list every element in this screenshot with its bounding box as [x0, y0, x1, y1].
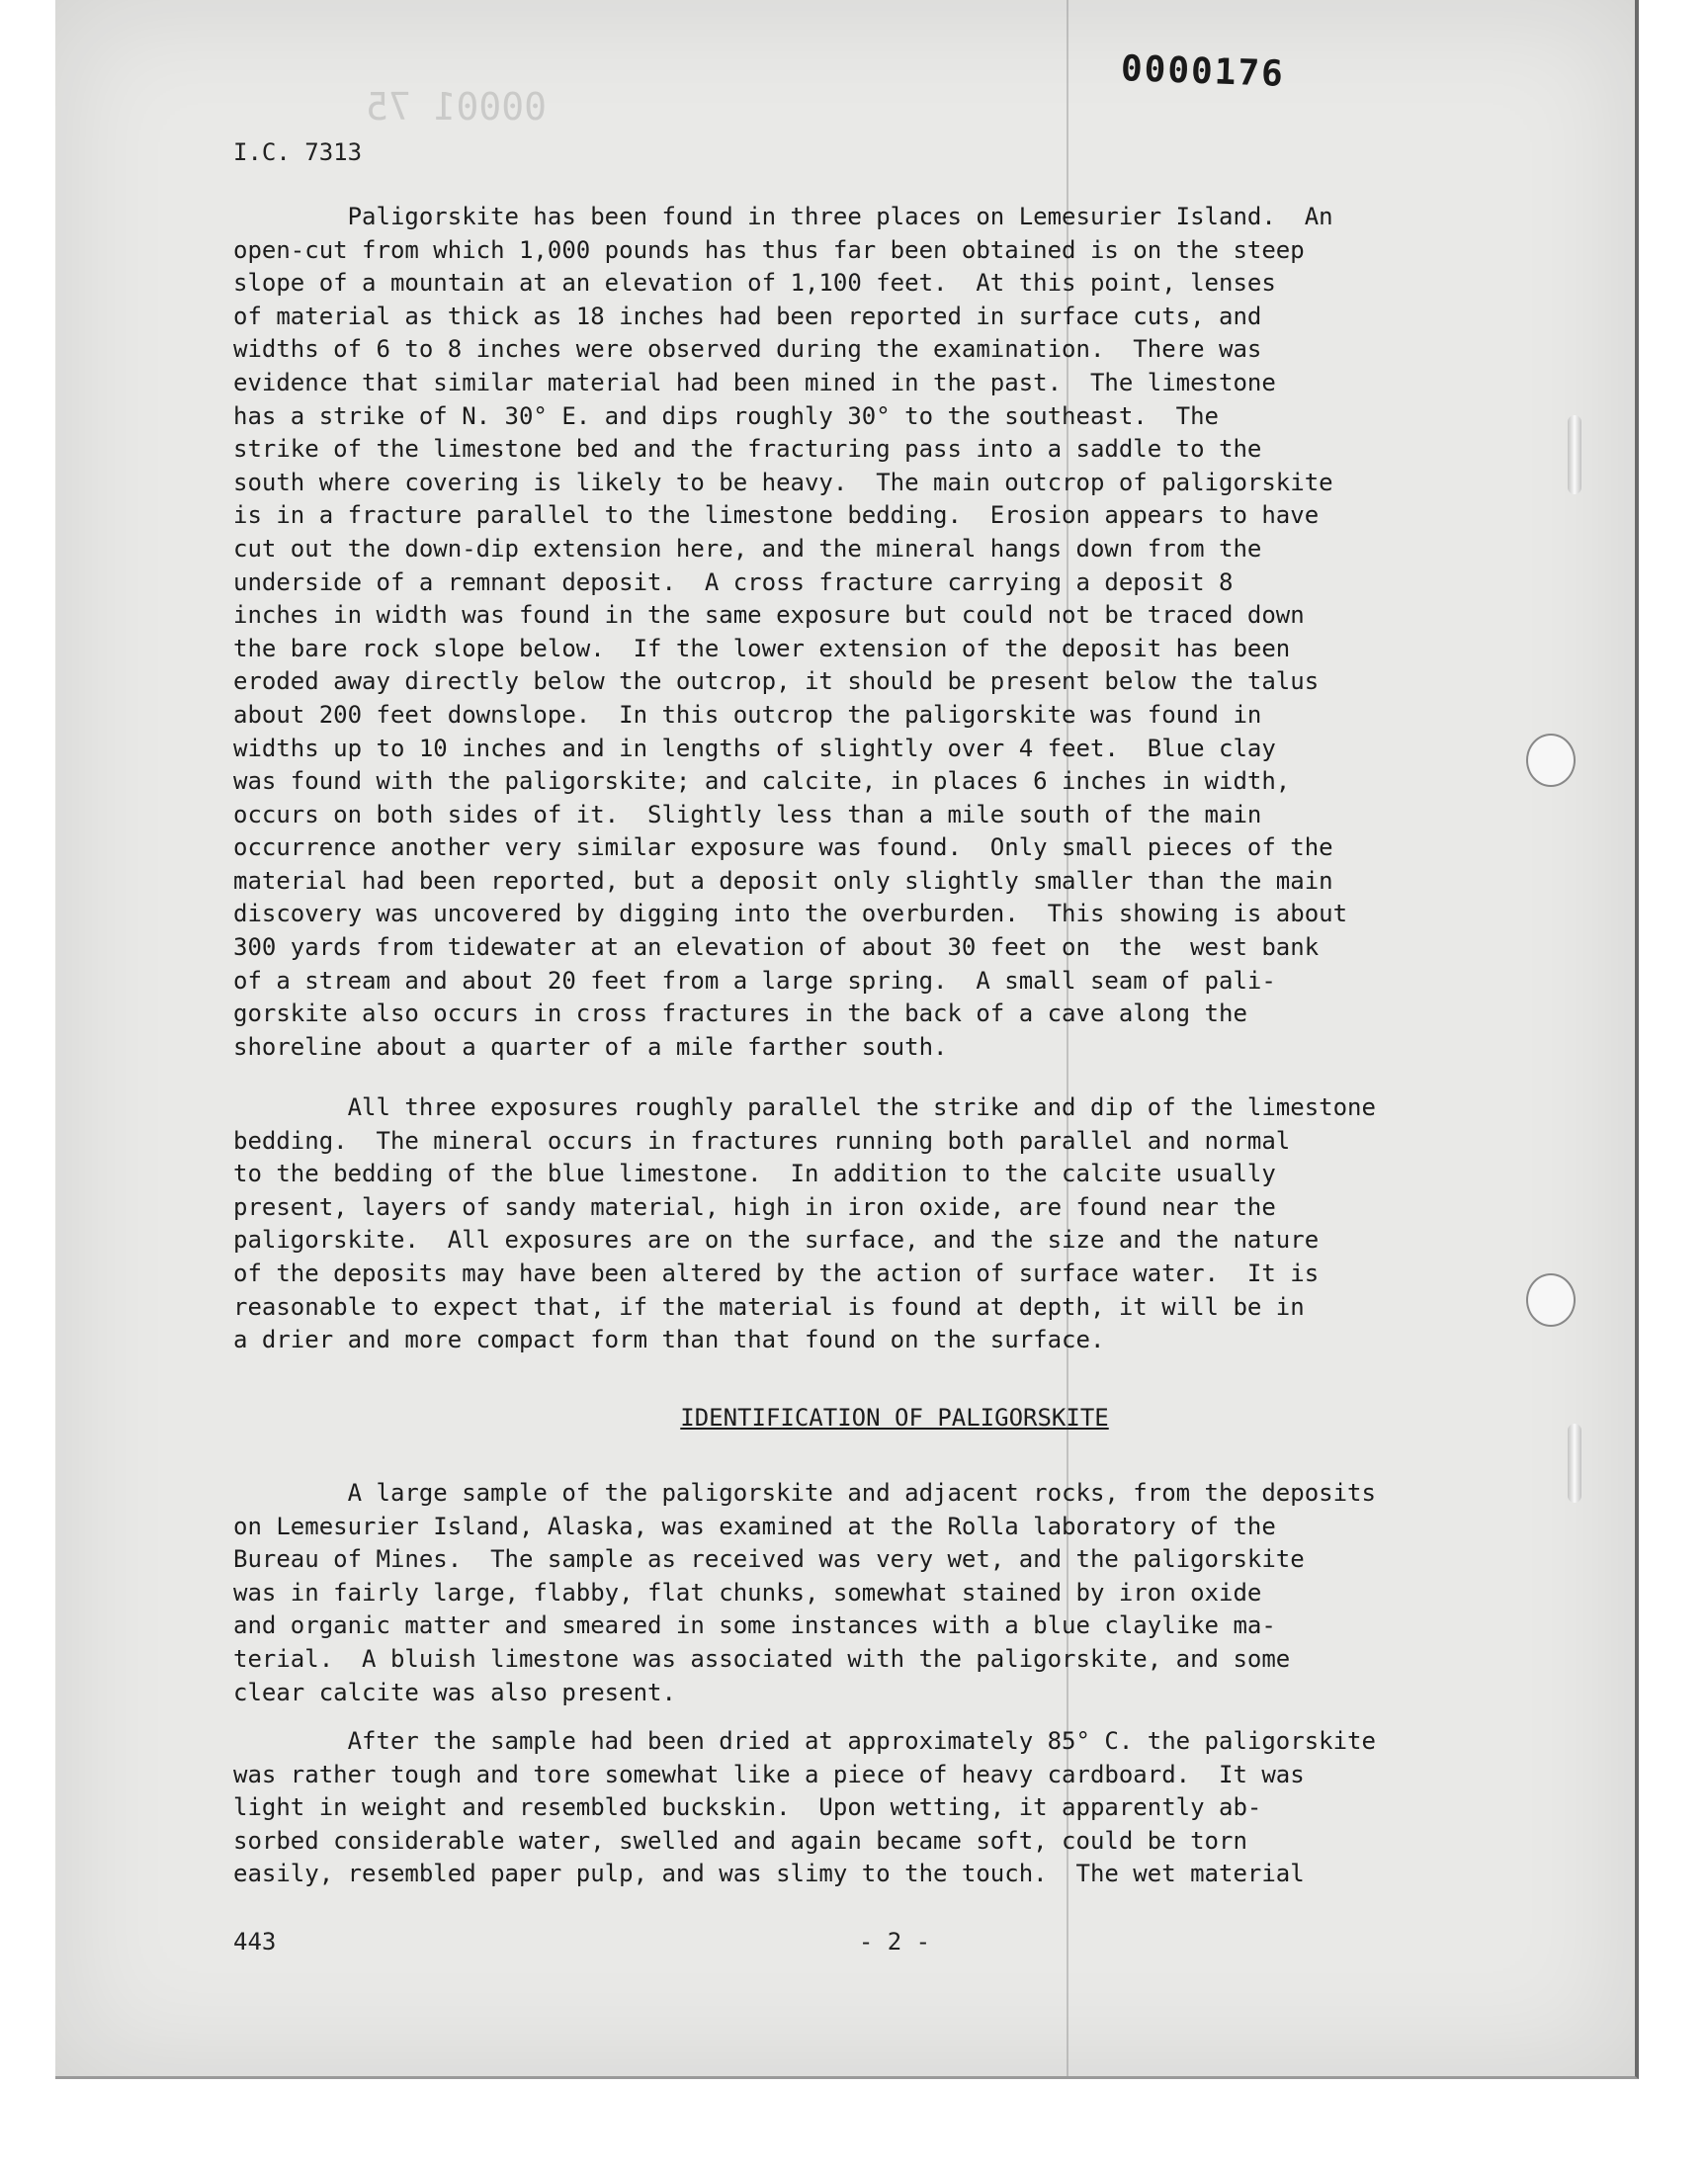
page-number: - 2 -: [858, 1928, 931, 1956]
document-stamp-number: 0000176: [1120, 48, 1286, 95]
section-heading: IDENTIFICATION OF PALIGORSKITE: [680, 1404, 1109, 1432]
paragraph-deposits: Paligorskite has been found in three places on Lemesurier Island. An open-cut from which 1,000 pounds has thus far been obtained is on the steep slope of a mountain at an elevation of 1,100 feet. At this point, lenses of material as thick as 18 inches had been reported in surface cuts, and widths of 6 to 8 inches were observed during the examination. There was evidence that similar material had been mined in the past. The limestone has a strike of N. 30° E. and dips roughly 30° to the southeast. The strike of the limestone bed and the fracturing pass into a saddle to the south where covering is likely to be heavy. The main outcrop of paligorskite is in a fracture parallel to the limestone bedding. Erosion appears to have cut out the down-dip extension here, and the mineral hangs down from the underside of a remnant deposit. A cross fracture carrying a deposit 8 inches in width was found in the same exposure but could not be traced down the bare rock slope below. If the lower extension of the deposit has been eroded away directly below the outcrop, it should be present below the talus about 200 feet downslope. In this outcrop the paligorskite was found in widths up to 10 inches and in lengths of slightly over 4 feet. Blue clay was found with the paligorskite; and calcite, in places 6 inches in width, occurs on both sides of it. Slightly less than a mile south of the main occurrence another very similar exposure was found. Only small pieces of the material had been reported, but a deposit only slightly smaller than the main discovery was uncovered by digging into the overburden. This showing is about 300 yards from tidewater at an elevation of about 30 feet on the west bank of a stream and about 20 feet from a large spring. A small seam of pali- gorskite also occurs in cross fractures in the back of a cave along the shoreline about a quarter of a mile farther south.: [233, 203, 1348, 1061]
paragraph-drying: After the sample had been dried at approximately 85° C. the paligorskite was rather tough and tore somewhat like a piece of heavy cardboard. It was light in weight and resembled buckskin. Upon wetting, it apparently ab- sorbed considerable water, swelled and again became soft, could be torn easily, resembled paper pulp, and was slimy to the touch. The wet material: [233, 1727, 1376, 1888]
information-circular-label: I.C. 7313: [233, 138, 363, 166]
document-page: [55, 0, 1639, 2079]
bleed-through-number: 00001 75: [366, 85, 548, 129]
paragraph-exposures: All three exposures roughly parallel the strike and dip of the limestone bedding. The mineral occurs in fractures running both parallel and normal to the bedding of the blue limestone. In addition to the calcite usually present, layers of sandy material, high in iron oxide, are found near the paligorskite. All exposures are on the surface, and the size and the nature of the deposits may have been altered by the action of surface water. It is reasonable to expect that, if the material is found at depth, it will be in a drier and more compact form than that found on the surface.: [233, 1093, 1376, 1354]
footer-code: 443: [233, 1928, 277, 1956]
paragraph-sample: A large sample of the paligorskite and adjacent rocks, from the deposits on Lemesurier Island, Alaska, was examined at the Rolla laboratory of the Bureau of Mines. The sample as received was very wet, and the paligorskite was in fairly large, flabby, flat chunks, somewhat stained by iron oxide and organic matter and smeared in some instances with a blue claylike ma- terial. A bluish limestone was associated with the paligorskite, and some clear calcite was also present.: [233, 1479, 1376, 1706]
